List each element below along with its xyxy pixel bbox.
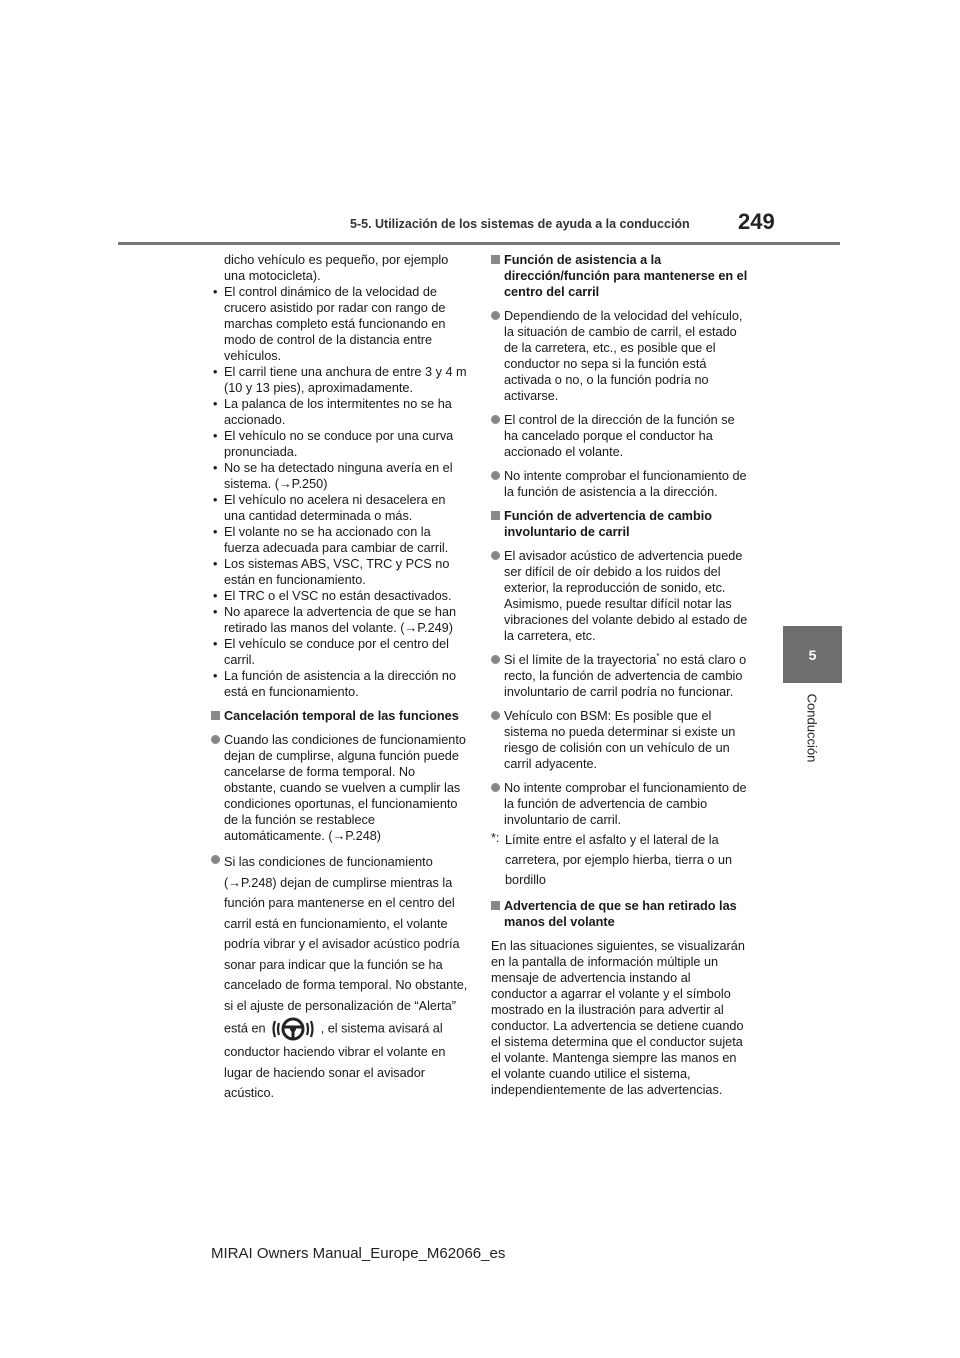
list-item: • El volante no se ha accionado con la fuerza adecuada para cambiar de carril.	[211, 524, 469, 556]
cancel-item: Cuando las condiciones de funcionamiento dejan de cumplirse, alguna función puede cancelarse de forma temporal. No obstante, cuando se vuelven a cumplir las condiciones oportunas, el funcionamiento de la función se restablece automáticamente. (→P.248)	[211, 732, 469, 844]
steering-wheel-vibration-icon	[271, 1016, 315, 1042]
departure-item-text: Si el límite de la trayectoria	[504, 653, 657, 667]
conditions-list	[211, 284, 469, 700]
footnote	[491, 830, 749, 890]
heading-hands-off-warning: Advertencia de que se han retirado las manos del volante	[491, 898, 749, 930]
left-column	[211, 252, 469, 1104]
intro-continued: dicho vehículo es pequeño, por ejemplo una motocicleta).	[224, 253, 449, 283]
list-item: • No aparece la advertencia de que se han retirado las manos del volante. (→P.249)	[211, 604, 469, 636]
section-title: 5-5. Utilización de los sistemas de ayuda a la conducción	[350, 217, 690, 231]
hands-off-paragraph: En las situaciones siguientes, se visualizarán en la pantalla de información múltiple un mensaje de advertencia instando al conductor a agarrar el volante y el símbolo mostrado en la ilustración para advertir al conductor. La advertencia se detiene cuando el sistema determina que el conductor sujeta el volante. Mantenga siempre las manos en el volante cuando utilice el sistema, independientemente de las advertencias.	[491, 939, 745, 1097]
steer-item: El control de la dirección de la función se ha cancelado porque el conductor ha accionado el volante.	[491, 412, 749, 460]
chapter-number: 5	[808, 646, 817, 663]
steer-item: No intente comprobar el funcionamiento de la función de asistencia a la dirección.	[491, 468, 749, 500]
steer-item: Dependiendo de la velocidad del vehículo, la situación de cambio de carril, el estado de la carretera, etc., es posible que el conductor no sepa si la función está activada o no, o la función podría no activarse.	[491, 308, 749, 404]
page-number: 249	[738, 209, 775, 234]
list-item: • La función de asistencia a la dirección no está en funcionamiento.	[211, 668, 469, 700]
list-item: • El control dinámico de la velocidad de crucero asistido por radar con rango de marchas completo está funcionando en modo de control de la distancia entre vehículos.	[211, 284, 469, 364]
departure-item: El avisador acústico de advertencia puede ser difícil de oír debido a los ruidos del exterior, la reproducción de sonido, etc. Asimismo, puede resultar difícil notar las vibraciones del volante debido al estado de la carretera, etc.	[491, 548, 749, 644]
list-item: • El vehículo no acelera ni desacelera en una cantidad determinada o más.	[211, 492, 469, 524]
cancel-item	[211, 852, 469, 1104]
footnote-marker: *	[656, 651, 660, 661]
list-item: • El TRC o el VSC no están desactivados.	[211, 588, 469, 604]
chapter-label-text: Conducción	[804, 693, 820, 763]
footnote-text: Límite entre el asfalto y el lateral de la carretera, por ejemplo hierba, tierra o un bordillo	[505, 833, 733, 887]
header-divider	[118, 242, 840, 245]
footnote-mark: *:	[491, 831, 500, 845]
departure-item-text: no está claro o recto, la función de advertencia de cambio involuntario de carril podría no funcionar.	[504, 653, 747, 699]
list-item: • La palanca de los intermitentes no se ha accionado.	[211, 396, 469, 428]
heading-steering-assist: Función de asistencia a la dirección/función para mantenerse en el centro del carril	[491, 252, 749, 300]
list-item: • No se ha detectado ninguna avería en el sistema. (→P.250)	[211, 460, 469, 492]
cancel-item-text: , el sistema avisará al conductor haciendo vibrar el volante en lugar de haciendo sonar el avisador acústico.	[224, 1021, 446, 1100]
heading-lane-departure: Función de advertencia de cambio involuntario de carril	[491, 508, 749, 540]
list-item: • El carril tiene una anchura de entre 3 y 4 m (10 y 13 pies), aproximadamente.	[211, 364, 469, 396]
cancel-item-text: Si las condiciones de funcionamiento (→P.248) dejan de cumplirse mientras la función para mantenerse en el centro del carril está en funcionamiento, el volante podría vibrar y el avisador acústico podría sonar para indicar que la función se ha cancelado de forma temporal. No obstante, si el ajuste de personalización de “Alerta” está en	[224, 855, 468, 1036]
departure-item	[491, 652, 749, 700]
right-column	[491, 252, 749, 1098]
list-item: • Los sistemas ABS, VSC, TRC y PCS no están en funcionamiento.	[211, 556, 469, 588]
chapter-tab[interactable]	[783, 626, 842, 683]
list-item: • El vehículo no se conduce por una curva pronunciada.	[211, 428, 469, 460]
footer-document-id: MIRAI Owners Manual_Europe_M62066_es	[211, 1245, 506, 1262]
heading-temporary-cancel: Cancelación temporal de las funciones	[211, 708, 469, 724]
departure-item: No intente comprobar el funcionamiento de la función de advertencia de cambio involuntario de carril.	[491, 780, 749, 828]
departure-item: Vehículo con BSM: Es posible que el sistema no pueda determinar si existe un riesgo de colisión con un vehículo de un carril adyacente.	[491, 708, 749, 772]
list-item: • El vehículo se conduce por el centro del carril.	[211, 636, 469, 668]
